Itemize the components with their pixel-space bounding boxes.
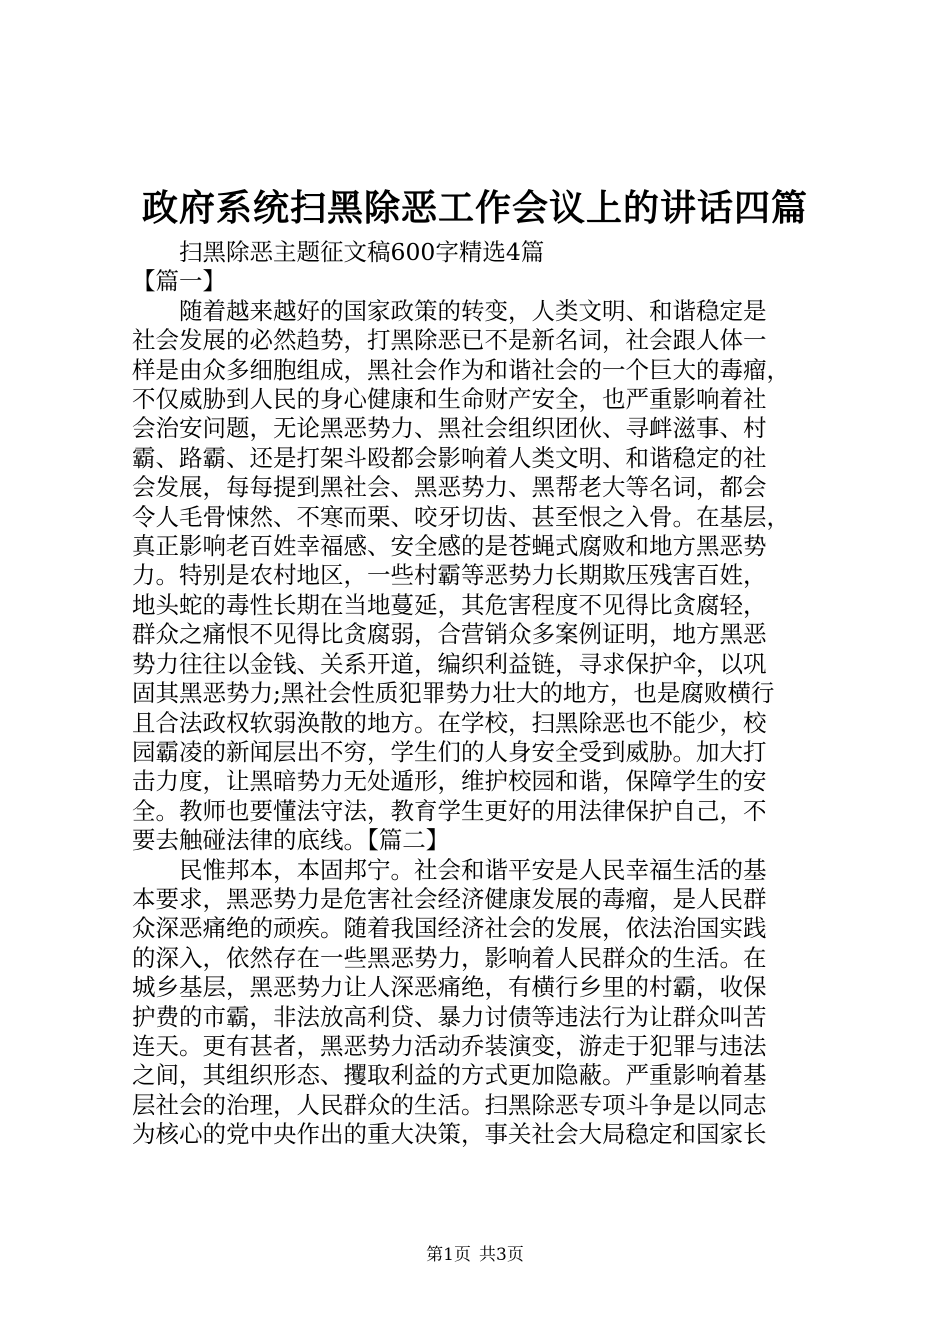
paragraph-line: 力。特别是农村地区，一些村霸等恶势力长期欺压残害百姓， bbox=[132, 561, 767, 590]
paragraph-line: 不仅威胁到人民的身心健康和生命财产安全，也严重影响着社 bbox=[132, 385, 767, 414]
paragraph-line: 全。教师也要懂法守法，教育学生更好的用法律保护自己，不 bbox=[132, 796, 767, 825]
paragraph-line: 众深恶痛绝的顽疾。随着我国经济社会的发展，依法治国实践 bbox=[132, 914, 767, 943]
paragraph-line: 击力度，让黑暗势力无处遁形，维护校园和谐，保障学生的安 bbox=[132, 767, 767, 796]
paragraph-line: 层社会的治理，人民群众的生活。扫黑除恶专项斗争是以同志 bbox=[132, 1090, 767, 1119]
page-total: 共3页 bbox=[479, 1245, 524, 1265]
paragraph-line: 之间，其组织形态、攫取利益的方式更加隐蔽。严重影响着基 bbox=[132, 1061, 767, 1090]
paragraph-line: 城乡基层，黑恶势力让人深恶痛绝，有横行乡里的村霸，收保 bbox=[132, 973, 767, 1002]
page-number: 第1页 bbox=[426, 1245, 471, 1265]
paragraph-line: 为核心的党中央作出的重大决策，事关社会大局稳定和国家长 bbox=[132, 1120, 767, 1149]
document-body bbox=[132, 238, 832, 1150]
paragraph-line: 真正影响老百姓幸福感、安全感的是苍蝇式腐败和地方黑恶势 bbox=[132, 532, 767, 561]
paragraph-line: 群众之痛恨不见得比贪腐弱，合营销众多案例证明，地方黑恶 bbox=[132, 620, 767, 649]
subtitle: 扫黑除恶主题征文稿600字精选4篇 bbox=[179, 238, 545, 266]
paragraph-line: 本要求，黑恶势力是危害社会经济健康发展的毒瘤，是人民群 bbox=[132, 884, 767, 913]
paragraph-line: 随着越来越好的国家政策的转变，人类文明、和谐稳定是 bbox=[179, 296, 767, 325]
paragraph-line: 样是由众多细胞组成，黑社会作为和谐社会的一个巨大的毒瘤， bbox=[132, 355, 790, 384]
paragraph-line: 令人毛骨悚然、不寒而栗、咬牙切齿、甚至恨之入骨。在基层， bbox=[132, 502, 790, 531]
paragraph-line: 要去触碰法律的底线。【篇二】 bbox=[132, 826, 450, 855]
paragraph-line: 会治安问题，无论黑恶势力、黑社会组织团伙、寻衅滋事、村 bbox=[132, 414, 767, 443]
paragraph-line: 且合法政权软弱涣散的地方。在学校，扫黑除恶也不能少，校 bbox=[132, 708, 767, 737]
paragraph-line: 连天。更有甚者，黑恶势力活动乔装演变，游走于犯罪与违法 bbox=[132, 1031, 767, 1060]
document-title: 政府系统扫黑除恶工作会议上的讲话四篇 bbox=[141, 187, 808, 229]
paragraph-line: 的深入，依然存在一些黑恶势力，影响着人民群众的生活。在 bbox=[132, 943, 767, 972]
paragraph-line: 护费的市霸，非法放高利贷、暴力讨债等违法行为让群众叫苦 bbox=[132, 1002, 767, 1031]
page-footer bbox=[0, 1244, 950, 1266]
paragraph-line: 固其黑恶势力;黑社会性质犯罪势力壮大的地方，也是腐败横行 bbox=[132, 679, 775, 708]
paragraph-line: 霸、路霸、还是打架斗殴都会影响着人类文明、和谐稳定的社 bbox=[132, 443, 767, 472]
paragraph-line: 会发展，每每提到黑社会、黑恶势力、黑帮老大等名词，都会 bbox=[132, 473, 767, 502]
paragraph-line: 园霸凌的新闻层出不穷，学生们的人身安全受到威胁。加大打 bbox=[132, 737, 767, 766]
paragraph-line: 势力往往以金钱、关系开道，编织利益链，寻求保护伞，以巩 bbox=[132, 649, 767, 678]
paragraph-line: 民惟邦本，本固邦宁。社会和谐平安是人民幸福生活的基 bbox=[179, 855, 767, 884]
section-heading: 【篇一】 bbox=[132, 267, 226, 296]
paragraph-line: 社会发展的必然趋势，打黑除恶已不是新名词，社会跟人体一 bbox=[132, 326, 767, 355]
paragraph-line: 地头蛇的毒性长期在当地蔓延，其危害程度不见得比贪腐轻， bbox=[132, 590, 767, 619]
